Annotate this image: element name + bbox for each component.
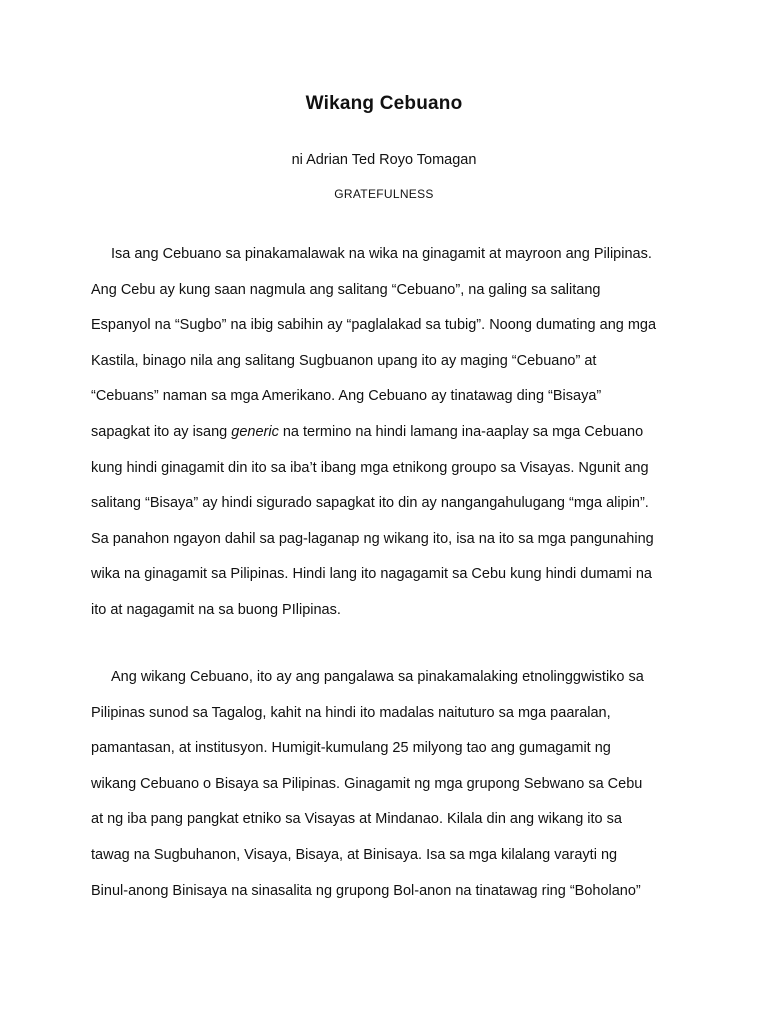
paragraph-line: Ang Cebu ay kung saan nagmula ang salitang “Cebuano”, na galing sa salitang xyxy=(91,281,601,298)
paragraph-1 xyxy=(91,244,691,636)
paragraph-line: wikang Cebuano o Bisaya sa Pilipinas. Ginagamit ng mga grupong Sebwano sa Cebu xyxy=(91,775,643,792)
paragraph-line: salitang “Bisaya” ay hindi sigurado sapagkat ito din ay nangangahulugang “mga alipin”. xyxy=(91,495,649,512)
paragraph-line: Sa panahon ngayon dahil sa pag-laganap ng wikang ito, isa na ito sa mga pangunahing xyxy=(91,530,654,547)
italic-term: generic xyxy=(231,423,279,440)
paragraph-line: Pilipinas sunod sa Tagalog, kahit na hindi ito madalas naituturo sa mga paaralan, xyxy=(91,704,611,721)
paragraph-line: wika na ginagamit sa Pilipinas. Hindi lang ito nagagamit sa Cebu kung hindi dumami na xyxy=(91,566,652,583)
document-title: Wikang Cebuano xyxy=(305,93,463,114)
paragraph-line: kung hindi ginagamit din ito sa iba’t ibang mga etnikong groupo sa Visayas. Ngunit ang xyxy=(91,459,649,476)
document-subtitle: GRATEFULNESS xyxy=(334,187,434,201)
paragraph-line: at ng iba pang pangkat etniko sa Visayas at Mindanao. Kilala din ang wikang ito sa xyxy=(91,811,622,828)
paragraph-line-with-italic xyxy=(91,422,691,458)
paragraph-line: Espanyol na “Sugbo” na ibig sabihin ay “paglalakad sa tubig”. Noong dumating ang mga xyxy=(91,317,657,334)
paragraph-line: tawag na Sugbuhanon, Visaya, Bisaya, at Binisaya. Isa sa mga kilalang varayti ng xyxy=(91,846,618,863)
line-text: na termino na hindi lamang ina-aaplay sa mga Cebuano xyxy=(278,423,644,440)
author-line: ni Adrian Ted Royo Tomagan xyxy=(291,152,477,168)
paragraph-line: “Cebuans” naman sa mga Amerikano. Ang Cebuano ay tinatawag ding “Bisaya” xyxy=(91,388,602,405)
paragraph-line: pamantasan, at institusyon. Humigit-kumulang 25 milyong tao ang gumagamit ng xyxy=(91,740,611,757)
paragraph-line: Kastila, binago nila ang salitang Sugbuanon upang ito ay maging “Cebuano” at xyxy=(91,352,597,369)
paragraph-line: Ang wikang Cebuano, ito ay ang pangalawa sa pinakamalaking etnolinggwistiko sa xyxy=(111,669,644,685)
paragraph-line: Binul-anong Binisaya na sinasalita ng grupong Bol-anon na tinatawag ring “Boholano” xyxy=(91,882,641,899)
paragraph-line: ito at nagagamit na sa buong PIlipinas. xyxy=(91,601,341,618)
paragraph-2 xyxy=(91,667,691,916)
paragraph-line: Isa ang Cebuano sa pinakamalawak na wika na ginagamit at mayroon ang Pilipinas. xyxy=(111,246,652,262)
line-text: sapagkat ito ay isang xyxy=(91,423,232,440)
